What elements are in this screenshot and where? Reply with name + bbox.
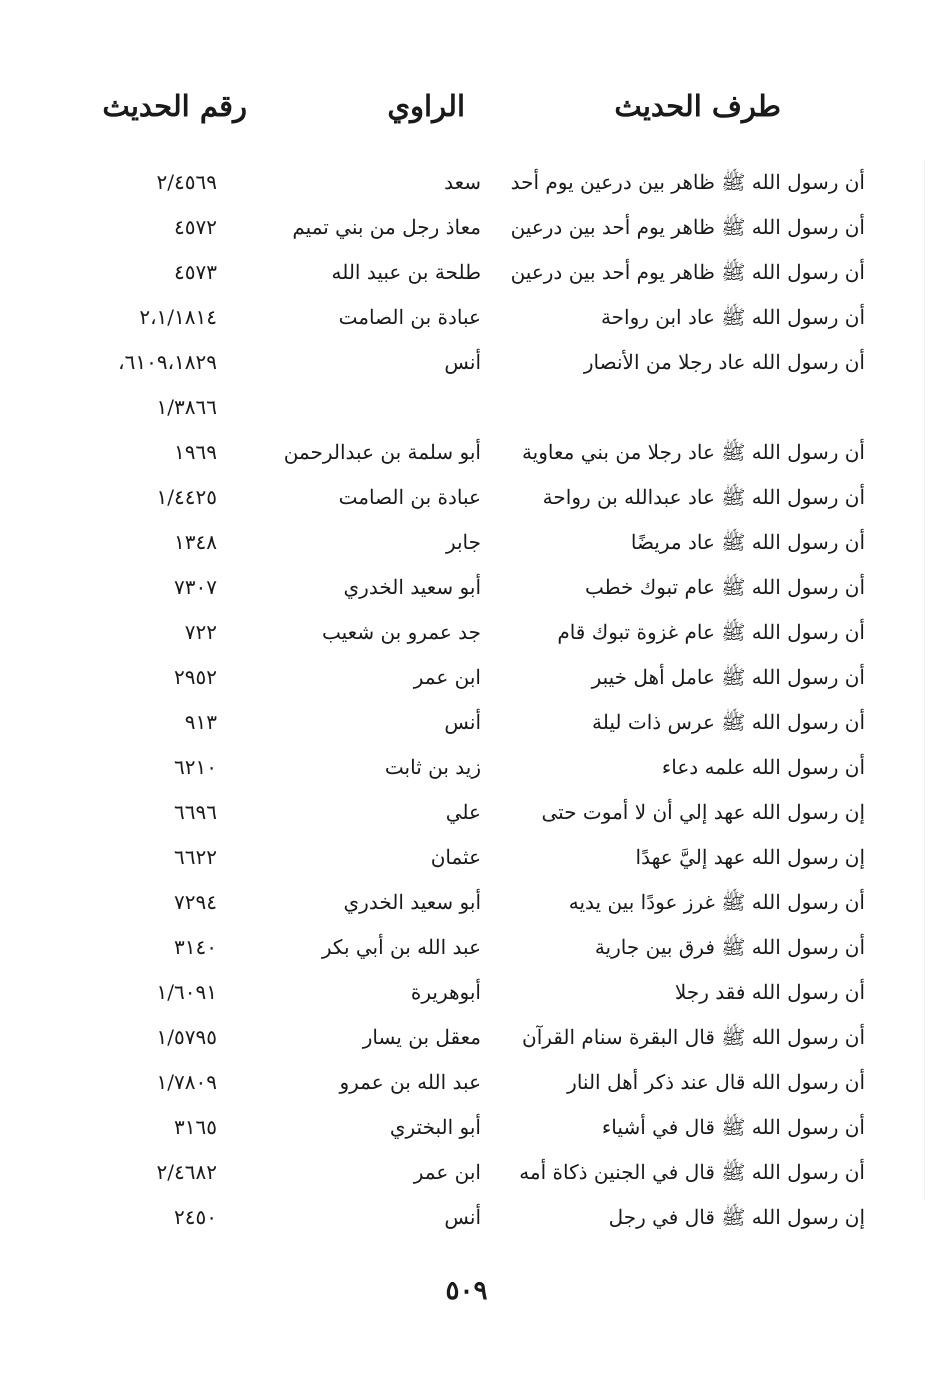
table-row [0, 925, 933, 970]
hadith-beginning: أن رسول الله ﷺ عامل أهل خيبر [591, 665, 865, 689]
hadith-beginning: أن رسول الله قال عند ذكر أهل النار [567, 1070, 865, 1094]
narrator: عثمان [430, 845, 481, 869]
hadith-number: ٧٢٩٤ [174, 890, 217, 914]
table-row [0, 745, 933, 790]
table-row [0, 700, 933, 745]
hadith-beginning: أن رسول الله ﷺ ظاهر يوم أحد بين درعين [510, 215, 865, 239]
table-row [0, 790, 933, 835]
table-row [0, 1060, 933, 1105]
hadith-number: ٢٩٥٢ [174, 665, 217, 689]
hadith-number: ٦٢١٠ [174, 755, 217, 779]
narrator: أنس [444, 350, 481, 374]
table-row [0, 610, 933, 655]
hadith-beginning: أن رسول الله ﷺ عاد ابن رواحة [600, 305, 865, 329]
table-row [0, 1150, 933, 1195]
hadith-number: ٢/٤٦٨٢ [156, 1160, 217, 1184]
page-number: ٥٠٩ [445, 1276, 488, 1306]
table-row [0, 970, 933, 1015]
hadith-number: ٤٥٧٢ [174, 215, 217, 239]
hadith-beginning: أن رسول الله ﷺ عام غزوة تبوك قام [557, 620, 865, 644]
table-row [0, 655, 933, 700]
hadith-number: ١/٦٠٩١ [156, 980, 217, 1004]
narrator: أبو سلمة بن عبدالرحمن [283, 440, 481, 464]
hadith-beginning: أن رسول الله ﷺ قال في أشياء [601, 1115, 865, 1139]
narrator: أنس [444, 1205, 481, 1229]
narrator: معاذ رجل من بني تميم [292, 215, 481, 239]
hadith-beginning: أن رسول الله ﷺ قال البقرة سنام القرآن [522, 1025, 865, 1049]
hadith-beginning: أن رسول الله فقد رجلا [674, 980, 865, 1004]
table-row [0, 565, 933, 610]
hadith-number: ١/٧٨٠٩ [156, 1070, 217, 1094]
hadith-beginning: إن رسول الله عهد إلي أن لا أموت حتى [541, 800, 865, 824]
table-row [0, 205, 933, 250]
hadith-beginning: أن رسول الله ﷺ ظاهر يوم أحد بين درعين [510, 260, 865, 284]
hadith-number: ٦٦٩٦ [174, 800, 217, 824]
narrator: أبو سعيد الخدري [343, 575, 481, 599]
narrator: عبادة بن الصامت [338, 485, 481, 509]
hadith-number: ١/٣٨٦٦ [156, 395, 217, 419]
hadith-number: ٣١٦٥ [174, 1115, 217, 1139]
table-row [0, 520, 933, 565]
hadith-beginning: أن رسول الله ﷺ فرق بين جارية [594, 935, 865, 959]
narrator: عبد الله بن أبي بكر [321, 935, 481, 959]
table-row [0, 160, 933, 205]
hadith-number: ٤٥٧٣ [174, 260, 217, 284]
narrator: أبو البختري [389, 1115, 481, 1139]
narrator: معقل بن يسار [362, 1025, 481, 1049]
table-row [0, 385, 933, 430]
narrator: جد عمرو بن شعيب [322, 620, 481, 644]
hadith-number: ٣١٤٠ [174, 935, 217, 959]
hadith-number: ٩١٣ [184, 710, 217, 734]
narrator: علي [445, 800, 481, 824]
hadith-number: ٧٣٠٧ [174, 575, 217, 599]
hadith-beginning: أن رسول الله ﷺ عاد مريضًا [630, 530, 865, 554]
table-row [0, 880, 933, 925]
narrator: أنس [444, 710, 481, 734]
hadith-number: ١/٤٤٢٥ [156, 485, 217, 509]
hadith-beginning: أن رسول الله ﷺ عام تبوك خطب [584, 575, 865, 599]
narrator: جابر [445, 530, 481, 554]
table-row [0, 835, 933, 880]
hadith-number: ١/٥٧٩٥ [156, 1025, 217, 1049]
hadith-beginning: أن رسول الله ﷺ عرس ذات ليلة [592, 710, 865, 734]
hadith-number: ٦٦٢٢ [174, 845, 217, 869]
narrator: أبوهريرة [410, 980, 481, 1004]
narrator: عبد الله بن عمرو [339, 1070, 481, 1094]
table-row [0, 1195, 933, 1240]
hadith-number: ٦١٠٩،١٨٢٩، [118, 350, 217, 374]
narrator: ابن عمر [413, 1160, 481, 1184]
column-header-hadith-number: رقم الحديث [102, 89, 247, 123]
hadith-number: ١٣٤٨ [174, 530, 217, 554]
hadith-number: ٢،١/١٨١٤ [139, 305, 217, 329]
narrator: أبو سعيد الخدري [343, 890, 481, 914]
column-header-narrator: الراوي [387, 89, 465, 123]
hadith-beginning: إن رسول الله عهد إليَّ عهدًا [635, 845, 865, 869]
hadith-beginning: أن رسول الله ﷺ قال في الجنين ذكاة أمه [519, 1160, 865, 1184]
table-row [0, 295, 933, 340]
hadith-beginning: أن رسول الله ﷺ غرز عودًا بين يديه [568, 890, 865, 914]
hadith-beginning: أن رسول الله علمه دعاء [661, 755, 865, 779]
table-row [0, 430, 933, 475]
table-row [0, 250, 933, 295]
table-row [0, 1105, 933, 1150]
narrator: طلحة بن عبيد الله [331, 260, 481, 284]
hadith-beginning: أن رسول الله ﷺ ظاهر بين درعين يوم أحد [510, 170, 865, 194]
hadith-number: ٢٤٥٠ [174, 1205, 217, 1229]
narrator: ابن عمر [413, 665, 481, 689]
hadith-beginning: أن رسول الله عاد رجلا من الأنصار [583, 350, 865, 374]
table-row [0, 475, 933, 520]
narrator: سعد [444, 170, 481, 194]
hadith-number: ٧٢٢ [184, 620, 217, 644]
narrator: عبادة بن الصامت [338, 305, 481, 329]
column-header-hadith-beginning: طرف الحديث [614, 89, 781, 123]
hadith-beginning: أن رسول الله ﷺ عاد رجلا من بني معاوية [521, 440, 865, 464]
hadith-number: ١٩٦٩ [174, 440, 217, 464]
hadith-beginning: أن رسول الله ﷺ عاد عبدالله بن رواحة [542, 485, 865, 509]
hadith-number: ٢/٤٥٦٩ [156, 170, 217, 194]
table-row [0, 340, 933, 385]
hadith-beginning: إن رسول الله ﷺ قال في رجل [608, 1205, 865, 1229]
table-row [0, 1015, 933, 1060]
narrator: زيد بن ثابت [384, 755, 481, 779]
